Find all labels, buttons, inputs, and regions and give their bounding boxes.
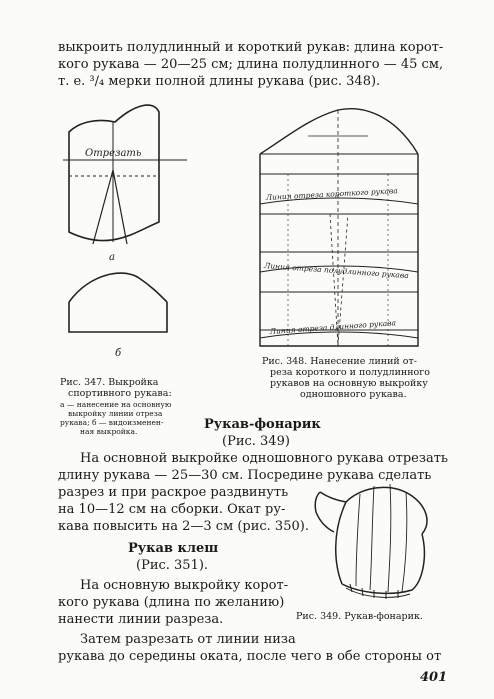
fig348-caption-2: реза короткого и полудлинного [270, 367, 430, 378]
line-long-label: Линия отреза длинного рукава [269, 318, 397, 336]
fig347-caption-5: рукава; б — видоизменен- [60, 418, 164, 427]
fig348-caption-4: одношовного рукава. [300, 389, 407, 400]
line-short-label: Линия отреза короткого рукава [265, 186, 399, 202]
section2-line-1: На основную выкройку корот- [80, 578, 289, 593]
page-number: 401 [420, 670, 448, 685]
section1-line-5: кава повысить на 2—3 см (рис. 350). [58, 519, 309, 534]
section-heading-flared-sleeve: Рукав клеш [128, 541, 219, 556]
section2-line-3: нанести линии разреза. [58, 612, 224, 627]
fig347-caption-4: выкройку линии отреза [68, 409, 163, 418]
intro-line-1: выкроить полудлинный и короткий рукав: длина корот- [58, 40, 444, 55]
fig348-caption-1: Рис. 348. Нанесение линий от- [262, 356, 417, 367]
section2-ref: (Рис. 351). [136, 558, 209, 573]
section2-line-2: кого рукава (длина по желанию) [58, 595, 285, 610]
figure-347a-sleeve-pattern [55, 92, 195, 262]
section2-line-5: рукава до середины оката, после чего в обе стороны от [58, 649, 442, 664]
section2-line-4: Затем разрезать от линии низа [80, 632, 296, 647]
fig347-sub-a: а [109, 252, 115, 262]
figure-348-sleeve-lines [258, 96, 438, 354]
fig347-caption-6: ная выкройка. [80, 427, 138, 436]
fig349-caption: Рис. 349. Рукав-фонарик. [296, 611, 423, 622]
section1-line-2: длину рукава — 25—30 см. Посредине рукава сделать [58, 468, 432, 483]
section-heading-lantern-sleeve: Рукав-фонарик [204, 417, 321, 432]
fig348-caption-3: рукавов на основную выкройку [270, 378, 428, 389]
section1-ref: (Рис. 349) [222, 434, 290, 449]
fig347-sub-b: б [115, 348, 122, 359]
line-half-label: Линия отреза полудлинного рукава [263, 261, 410, 281]
section1-line-1: На основной выкройке одношовного рукава отрезать [80, 451, 448, 466]
fig347-caption-3: а — нанесение на основную [60, 400, 172, 409]
section1-line-4: на 10—12 см на сборки. Окат ру- [58, 502, 286, 517]
fig347-caption-1: Рис. 347. Выкройка [60, 377, 159, 388]
figure-347b-modified-pattern [55, 262, 195, 362]
cut-label: Отрезать [85, 148, 142, 159]
figure-349-lantern-sleeve [312, 472, 442, 608]
intro-line-3: т. е. ³/₄ мерки полной длины рукава (рис. 348). [58, 74, 381, 89]
section1-line-3: разрез и при раскрое раздвинуть [58, 485, 289, 500]
fig347-caption-2: спортивного рукава: [68, 388, 172, 399]
intro-line-2: кого рукава — 20—25 см; длина полудлинного — 45 см, [58, 57, 444, 72]
